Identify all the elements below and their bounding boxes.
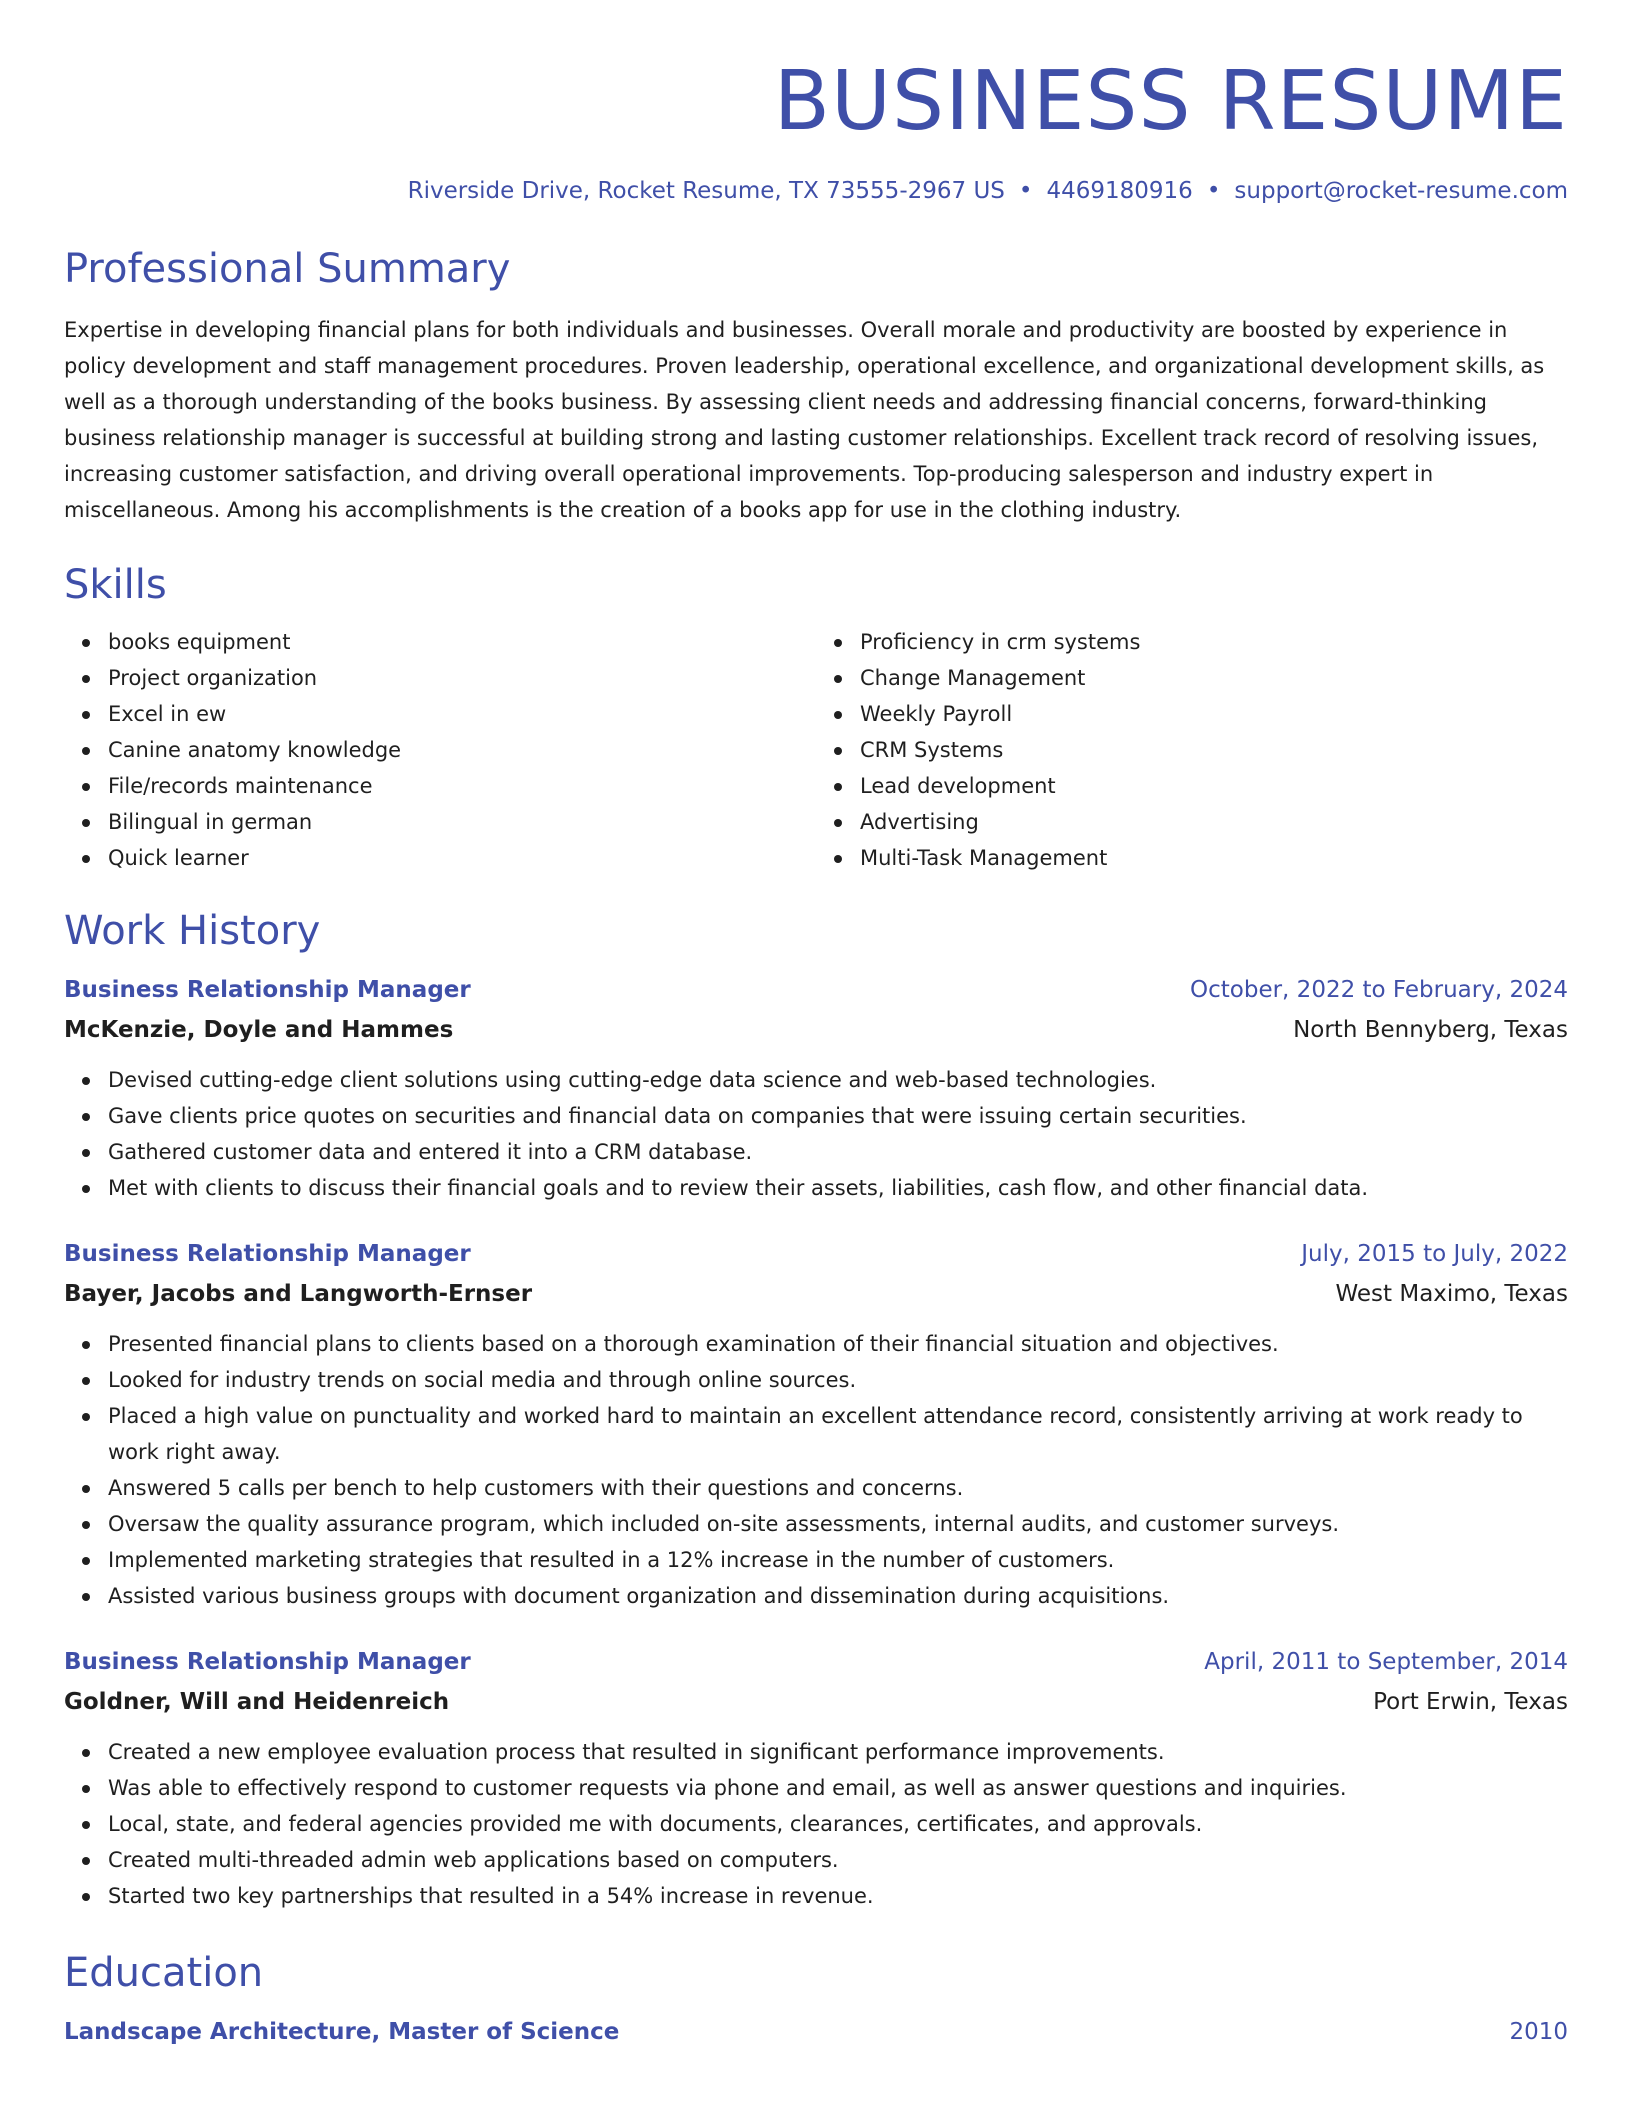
job-bullet: Started two key partnerships that resulted in a 54% increase in revenue. [108,1878,1568,1914]
job-bullet: Answered 5 calls per bench to help customers with their questions and concerns. [108,1470,1568,1506]
skill-item: books equipment [108,624,816,660]
skills-left-column [64,624,816,876]
resume-name: BUSINESS RESUME [773,54,1568,149]
job-company: Bayer, Jacobs and Langworth-Ernser [64,1281,533,1307]
education-entry [64,2012,1568,2052]
work-history-section [64,906,1568,1914]
skill-item: Weekly Payroll [860,696,1568,732]
job-title-row [64,970,1568,1010]
contact-address: Riverside Drive, Rocket Resume, TX 73555-2967 US [407,178,1005,204]
job-company-row [64,1010,1568,1050]
skill-item: File/records maintenance [108,768,816,804]
job-dates: April, 2011 to September, 2014 [1204,1649,1568,1675]
job-title: Business Relationship Manager [64,1649,471,1675]
job-entry [64,1234,1568,1614]
skill-item: Lead development [860,768,1568,804]
job-bullet: Implemented marketing strategies that resulted in a 12% increase in the number of customers. [108,1542,1568,1578]
work-history-title: Work History [64,908,321,954]
contact-separator: • [1018,178,1033,204]
job-bullet: Placed a high value on punctuality and worked hard to maintain an excellent attendance record, consistently arriving at work ready to work right away. [108,1398,1568,1470]
job-bullet: Met with clients to discuss their financial goals and to review their assets, liabilities, cash flow, and other financial data. [108,1170,1568,1206]
job-bullet: Created a new employee evaluation process that resulted in significant performance improvements. [108,1734,1568,1770]
job-title: Business Relationship Manager [64,977,471,1003]
summary-title: Professional Summary [64,246,511,292]
skills-right-column [816,624,1568,876]
job-bullet: Devised cutting-edge client solutions using cutting-edge data science and web-based technologies. [108,1062,1568,1098]
skill-item: Advertising [860,804,1568,840]
job-entry [64,970,1568,1206]
skills-grid [64,624,1568,876]
job-bullet: Looked for industry trends on social media and through online sources. [108,1362,1568,1398]
skill-item: Change Management [860,660,1568,696]
contact-separator: • [1206,178,1221,204]
job-bullet: Oversaw the quality assurance program, which included on-site assessments, internal audits, and customer surveys. [108,1506,1568,1542]
job-location: Port Erwin, Texas [1373,1689,1568,1715]
job-bullet: Created multi-threaded admin web applications based on computers. [108,1842,1568,1878]
job-bullet: Local, state, and federal agencies provided me with documents, clearances, certificates, and approvals. [108,1806,1568,1842]
education-year: 2010 [1509,2019,1568,2045]
skills-title: Skills [64,562,167,608]
education-degree: Landscape Architecture, Master of Science [64,2019,620,2045]
contact-email: support@rocket-resume.com [1234,178,1568,204]
job-bullet: Assisted various business groups with document organization and dissemination during acquisitions. [108,1578,1568,1614]
summary-section [64,244,1568,528]
skill-item: CRM Systems [860,732,1568,768]
job-title: Business Relationship Manager [64,1241,471,1267]
skill-item: Bilingual in german [108,804,816,840]
contact-phone: 4469180916 [1046,178,1193,204]
job-bullets [64,1326,1568,1614]
job-company: Goldner, Will and Heidenreich [64,1689,450,1715]
summary-text: Expertise in developing financial plans for both individuals and businesses. Overall morale and productivity are boosted by experience in policy development and staff management procedures. Proven leadership, operational excellence, and organizational development skills, as well as a thorough understanding of the books business. By assessing client needs and addressing financial concerns, forward-thinking business relationship manager is successful at building strong and lasting customer relationships. Excellent track record of resolving issues, increasing customer satisfaction, and driving overall operational improvements. Top-producing salesperson and industry expert in miscellaneous. Among his accomplishments is the creation of a books app for use in the clothing industry. [64,318,1545,522]
job-company-row [64,1682,1568,1722]
skill-item: Proficiency in crm systems [860,624,1568,660]
contact-line [64,176,1568,206]
job-bullets [64,1062,1568,1206]
education-section [64,1948,1568,2052]
job-dates: July, 2015 to July, 2022 [1301,1241,1568,1267]
job-company-row [64,1274,1568,1314]
skill-item: Multi-Task Management [860,840,1568,876]
education-title: Education [64,1950,264,1996]
skill-item: Quick learner [108,840,816,876]
job-bullet: Was able to effectively respond to customer requests via phone and email, as well as answer questions and inquiries. [108,1770,1568,1806]
job-bullet: Gave clients price quotes on securities and financial data on companies that were issuing certain securities. [108,1098,1568,1134]
job-bullet: Presented financial plans to clients based on a thorough examination of their financial situation and objectives. [108,1326,1568,1362]
skills-section [64,560,1568,876]
job-location: West Maximo, Texas [1335,1281,1568,1307]
resume-page [64,0,1568,2052]
job-bullet: Gathered customer data and entered it into a CRM database. [108,1134,1568,1170]
job-title-row [64,1642,1568,1682]
job-company: McKenzie, Doyle and Hammes [64,1017,454,1043]
skill-item: Canine anatomy knowledge [108,732,816,768]
skill-item: Excel in ew [108,696,816,732]
job-dates: October, 2022 to February, 2024 [1190,977,1568,1003]
job-title-row [64,1234,1568,1274]
job-location: North Bennyberg, Texas [1293,1017,1568,1043]
job-bullets [64,1734,1568,1914]
skill-item: Project organization [108,660,816,696]
resume-header [64,0,1568,206]
job-entry [64,1642,1568,1914]
